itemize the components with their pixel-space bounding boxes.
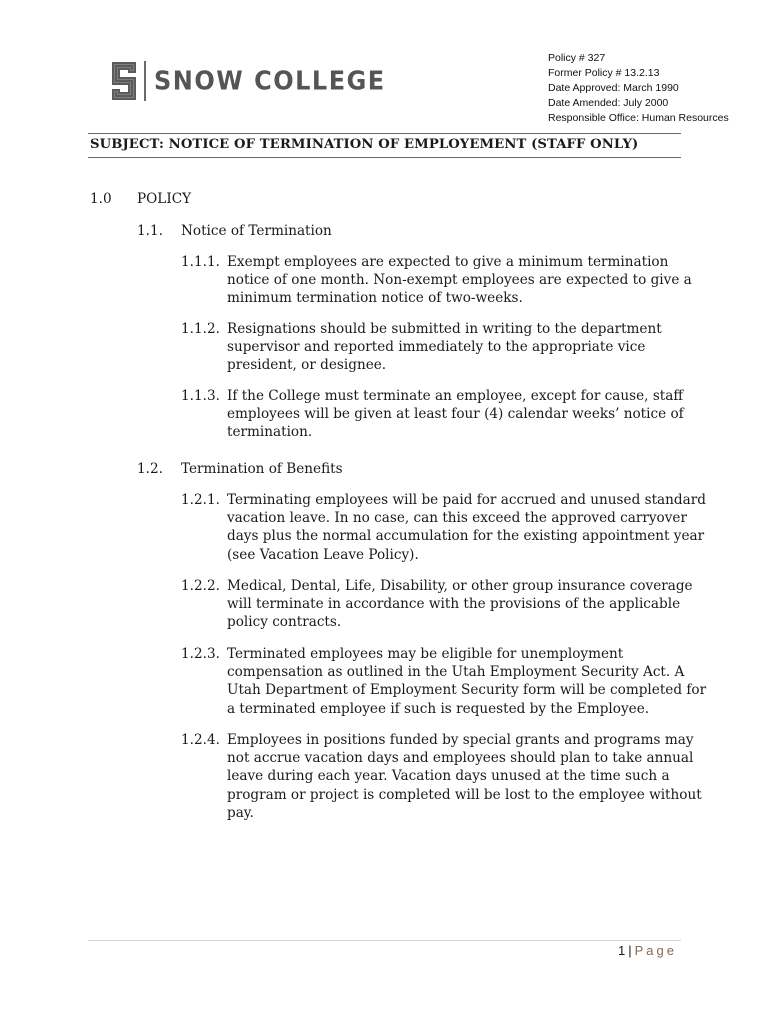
responsible-office: Responsible Office: Human Resources bbox=[548, 112, 729, 124]
text-line: Resignations should be submitted in writing to the department bbox=[227, 321, 662, 337]
former-policy-number: Former Policy # 13.2.13 bbox=[548, 67, 660, 79]
item-text bbox=[227, 387, 684, 442]
text-line: notice of one month. Non-exempt employees are expected to give a bbox=[227, 272, 692, 289]
logo-wordmark: SNOW COLLEGE bbox=[154, 65, 386, 97]
page-footer bbox=[618, 943, 677, 958]
text-line: termination. bbox=[227, 424, 313, 441]
text-line: minimum termination notice of two-weeks. bbox=[227, 290, 523, 307]
logo-divider bbox=[144, 61, 146, 101]
item-number: 1.2.1. bbox=[181, 492, 220, 508]
section-title: POLICY bbox=[137, 191, 192, 207]
footer-separator: | bbox=[628, 943, 632, 958]
item-text bbox=[227, 731, 702, 822]
subsection-title: Termination of Benefits bbox=[181, 461, 343, 477]
text-line: Utah Department of Employment Security form will be completed for bbox=[227, 682, 707, 699]
text-line: If the College must terminate an employee, except for cause, staff bbox=[227, 388, 684, 404]
text-line: leave during each year. Vacation days unused at the time such a bbox=[227, 768, 670, 785]
subsection-number: 1.2. bbox=[137, 461, 163, 477]
policy-metadata bbox=[548, 51, 729, 126]
text-line: Exempt employees are expected to give a minimum termination bbox=[227, 254, 669, 270]
text-line: vacation leave. In no case, can this exceed the approved carryover bbox=[227, 510, 687, 527]
item-text bbox=[227, 491, 706, 564]
item-number: 1.1.3. bbox=[181, 388, 220, 404]
item-text bbox=[227, 253, 692, 308]
text-line: (see Vacation Leave Policy). bbox=[227, 546, 419, 563]
text-line: president, or designee. bbox=[227, 357, 387, 374]
text-line: Terminating employees will be paid for accrued and unused standard bbox=[227, 492, 706, 508]
item-text bbox=[227, 645, 707, 718]
page-number: 1 bbox=[618, 943, 626, 958]
item-text bbox=[227, 320, 677, 375]
text-line: Terminated employees may be eligible for unemployment bbox=[227, 646, 624, 662]
item-number: 1.2.3. bbox=[181, 646, 220, 662]
item-text bbox=[227, 577, 693, 632]
policy-number: Policy # 327 bbox=[548, 52, 606, 64]
page-label: Page bbox=[634, 943, 677, 958]
text-line: Medical, Dental, Life, Disability, or other group insurance coverage bbox=[227, 578, 693, 594]
college-logo bbox=[110, 60, 386, 102]
footer-rule bbox=[88, 940, 681, 941]
date-approved: Date Approved: March 1990 bbox=[548, 82, 679, 94]
text-line: days plus the normal accumulation for the existing appointment year bbox=[227, 528, 705, 545]
item-number: 1.2.2. bbox=[181, 578, 220, 594]
text-line: policy contracts. bbox=[227, 614, 342, 631]
text-line: not accrue vacation days and employees should plan to take annual bbox=[227, 750, 694, 767]
subsection-title: Notice of Termination bbox=[181, 223, 332, 239]
snow-college-s-logo-icon bbox=[110, 60, 138, 102]
text-line: Employees in positions funded by special grants and programs may bbox=[227, 732, 694, 748]
text-line: supervisor and reported immediately to the appropriate vice bbox=[227, 339, 646, 356]
item-number: 1.1.1. bbox=[181, 254, 220, 270]
item-number: 1.2.4. bbox=[181, 732, 220, 748]
text-line: pay. bbox=[227, 804, 255, 821]
subject-top-rule bbox=[88, 133, 681, 134]
date-amended: Date Amended: July 2000 bbox=[548, 97, 669, 109]
text-line: will terminate in accordance with the provisions of the applicable bbox=[227, 596, 681, 613]
subsection-number: 1.1. bbox=[137, 223, 163, 239]
subject-heading: SUBJECT: NOTICE OF TERMINATION OF EMPLOYEMENT (STAFF ONLY) bbox=[90, 137, 639, 152]
subject-bottom-rule bbox=[88, 157, 681, 158]
text-line: compensation as outlined in the Utah Employment Security Act. A bbox=[227, 664, 685, 681]
text-line: employees will be given at least four (4) calendar weeks’ notice of bbox=[227, 406, 684, 423]
text-line: program or project is completed will be lost to the employee without bbox=[227, 786, 702, 803]
item-number: 1.1.2. bbox=[181, 321, 220, 337]
text-line: a terminated employee if such is requested by the Employee. bbox=[227, 700, 650, 717]
section-number: 1.0 bbox=[90, 191, 112, 207]
